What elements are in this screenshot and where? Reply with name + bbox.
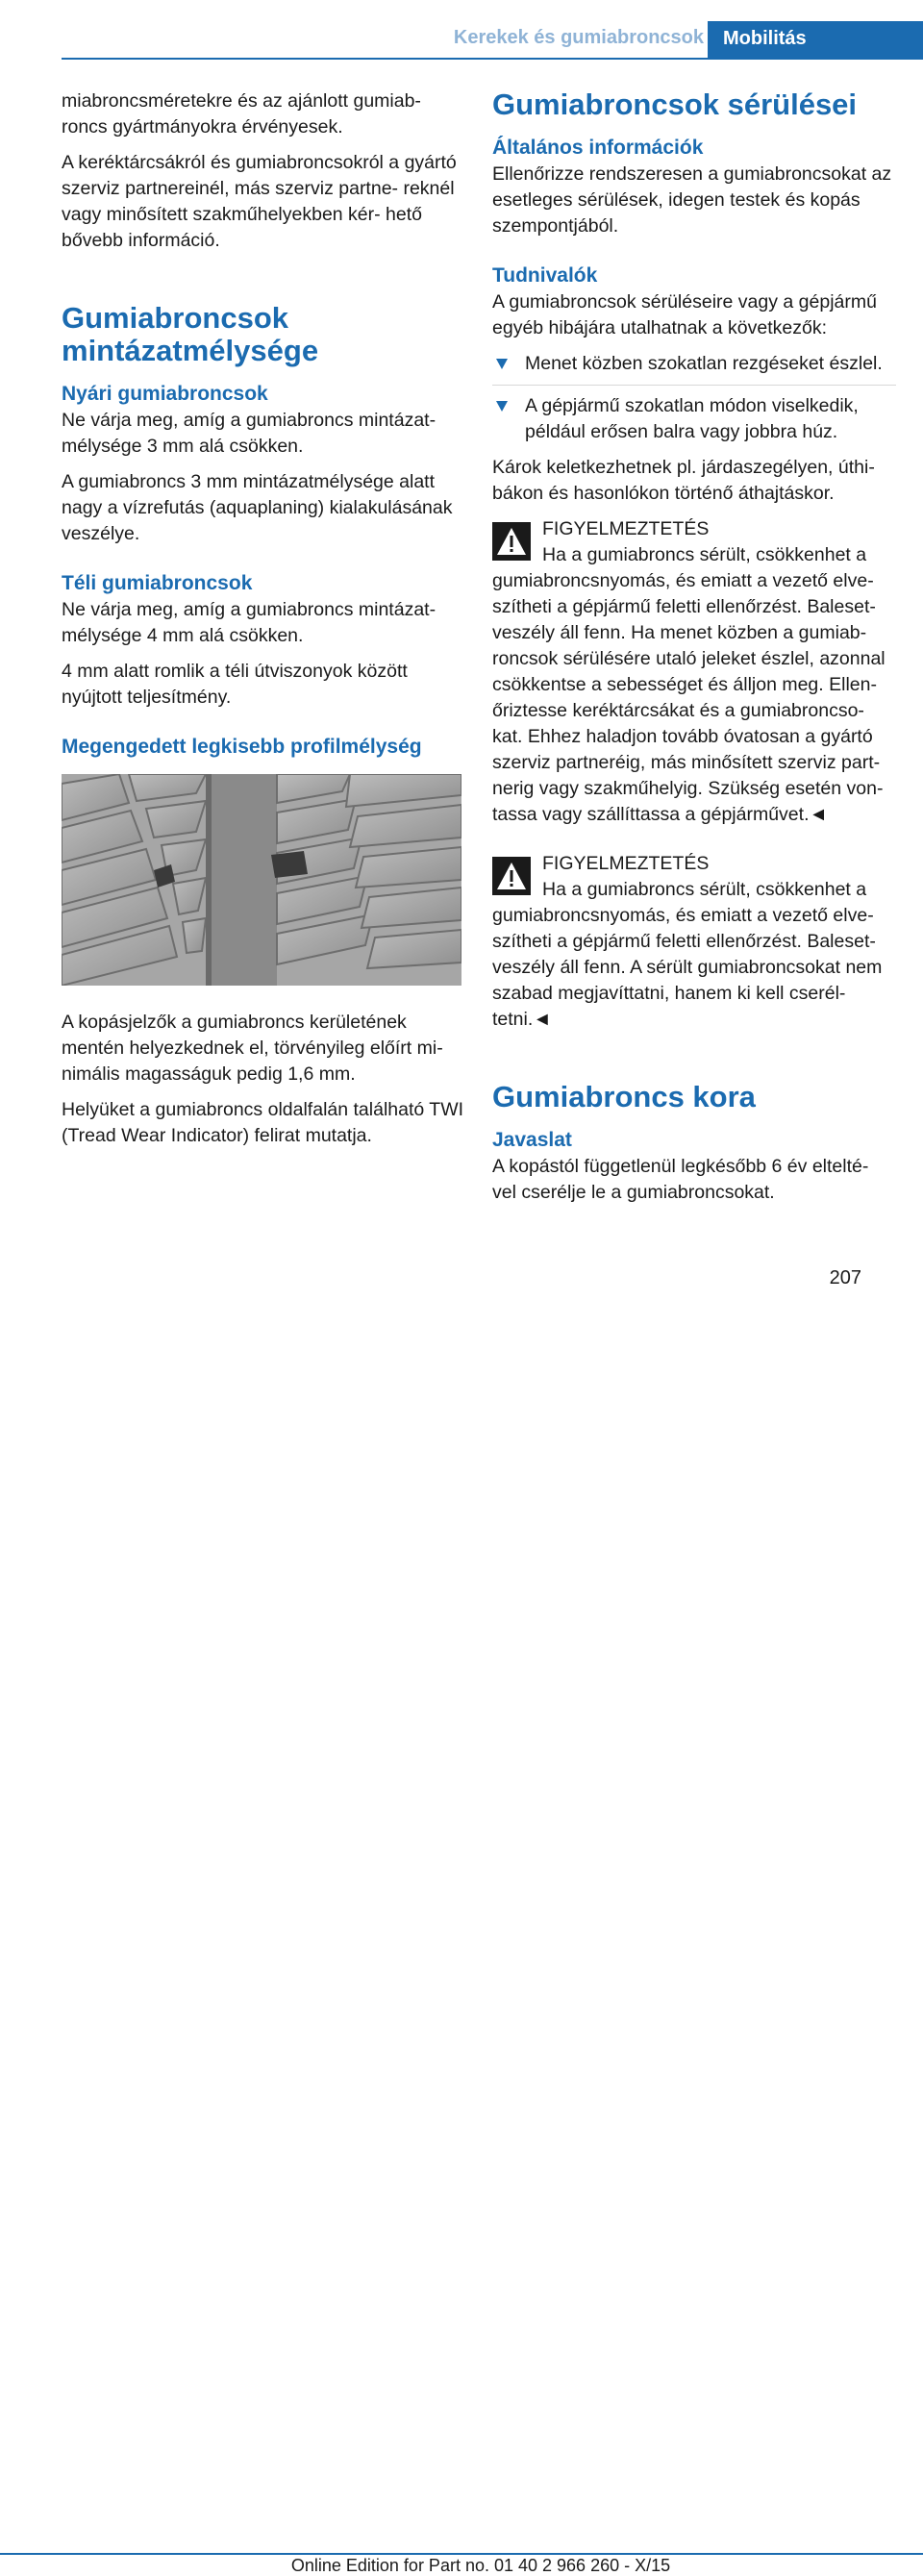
subheading-summer-tyres: Nyári gumiabroncsok [62,383,268,405]
paragraph: miabroncsméretekre és az ajánlott gumiab‐ roncs gyártmányokra érvényesek. [62,90,421,138]
warning-triangle-icon [492,522,531,561]
subheading-notes: Tudnivalók [492,264,598,287]
paragraph: Ne várja meg, amíg a gumiabroncs mintázat‐ mélysége 3 mm alá csökken. [62,410,437,457]
header-rule [62,58,923,60]
section-heading-tyre-damage: Gumiabroncsok sérülései [492,88,858,121]
header-section-title: Kerekek és gumiabroncsok [453,27,704,48]
subheading-recommendation: Javaslat [492,1129,572,1151]
header-chapter-tab: Mobilitás [708,21,923,60]
page-number: 207 [829,1267,861,1288]
list-item: A gépjármű szokatlan módon viselkedik, például erősen balra vagy jobbra húz. [492,385,896,445]
paragraph: Károk keletkezhetnek pl. járdaszegélyen, úthi‐ bákon és hasonlókon történő áthajtáskor. [492,457,875,504]
paragraph: 4 mm alatt romlik a téli útviszonyok között nyújtott teljesítmény. [62,661,408,708]
list-item: Menet közben szokatlan rezgéseket észlel. [492,351,896,377]
paragraph: A gumiabroncsok sérüléseire vagy a gépjármű egyéb hibájára utalhatnak a következők: [492,291,877,338]
triangle-bullet-icon [496,401,508,412]
left-column [62,88,465,1159]
paragraph: A kopástól függetlenül legkésőbb 6 év eltelté‐ vel cserélje le a gumiabroncsokat. [492,1156,869,1203]
figure-caption: A kopásjelzők a gumiabroncs kerületének mentén helyezkednek el, törvényileg előírt mi‐ nimális magasságuk pedig 1,6 mm. [62,1012,443,1085]
paragraph: Ne várja meg, amíg a gumiabroncs mintázat‐ mélysége 4 mm alá csökken. [62,599,437,646]
tyre-tread-wear-indicator-image [62,774,462,986]
warning-text: Ha a gumiabroncs sérült, csökkenhet a gumiabroncsnyomás, és emiatt a vezető elve‐ szítheti a gépjármű feletti ellenőrzést. Baleset‐ veszély áll fenn. Ha menet közben a gumiab‐ roncsok sérülésére utaló jeleket észlel, azonnal csökkentse a sebességet és álljon meg. Ellen‐ őriztesse keréktárcsákat és a gumiabroncso‐ kat. Ehhez haladjon tovább óvatosan a gyártó szerviz partneréig, más minősített szerviz part‐ nerig vagy szakműhelyig. Szükség esetén von‐ tassa vagy szállíttassa a gépjárművet.◄ [492,544,886,825]
subheading-general-information: Általános információk [492,137,704,159]
paragraph: Helyüket a gumiabroncs oldalfalán található TWI (Tread Wear Indicator) felirat mutatja. [62,1099,464,1146]
paragraph: A keréktárcsákról és gumiabroncsokról a gyártó szerviz partnereinél, más szerviz partne‐ reknél vagy minősített szakműhelyekben kér‐ hető bővebb információ. [62,152,457,251]
warning-title: FIGYELMEZTETÉS [542,518,710,539]
warning-block [492,851,896,1033]
warning-triangle-icon [492,857,531,895]
damage-signs-list [492,351,896,445]
warning-block [492,516,896,828]
warning-text: Ha a gumiabroncs sérült, csökkenhet a gumiabroncsnyomás, és emiatt a vezető elve‐ szítheti a gépjármű feletti ellenőrzést. Baleset‐ veszély áll fenn. A sérült gumiabroncsokat nem szabad megjavíttatni, hanem ki kell cserél‐ tetni.◄ [492,879,883,1030]
page-header [0,0,923,60]
warning-title: FIGYELMEZTETÉS [542,853,710,874]
edition-text: Online Edition for Part no. 01 40 2 966 260 - X/15 [288,2556,673,2576]
page-footer [0,1267,923,2575]
section-heading-tyre-age: Gumiabroncs kora [492,1080,756,1113]
footer-rule [0,2553,923,2555]
section-heading-tread-depth: Gumiabroncsok mintázatmélysége [62,301,319,367]
subheading-minimum-tread-depth: Megengedett legkisebb profilmélység [62,736,422,758]
right-column [492,88,896,1215]
paragraph: A gumiabroncs 3 mm mintázatmélysége alatt nagy a vízrefutás (aquaplaning) kialakulásának veszélye. [62,471,453,544]
paragraph: Ellenőrizze rendszeresen a gumiabroncsokat az esetleges sérülések, idegen testek és kopás szempontjából. [492,163,892,237]
subheading-winter-tyres: Téli gumiabroncsok [62,572,253,594]
triangle-bullet-icon [496,359,508,369]
